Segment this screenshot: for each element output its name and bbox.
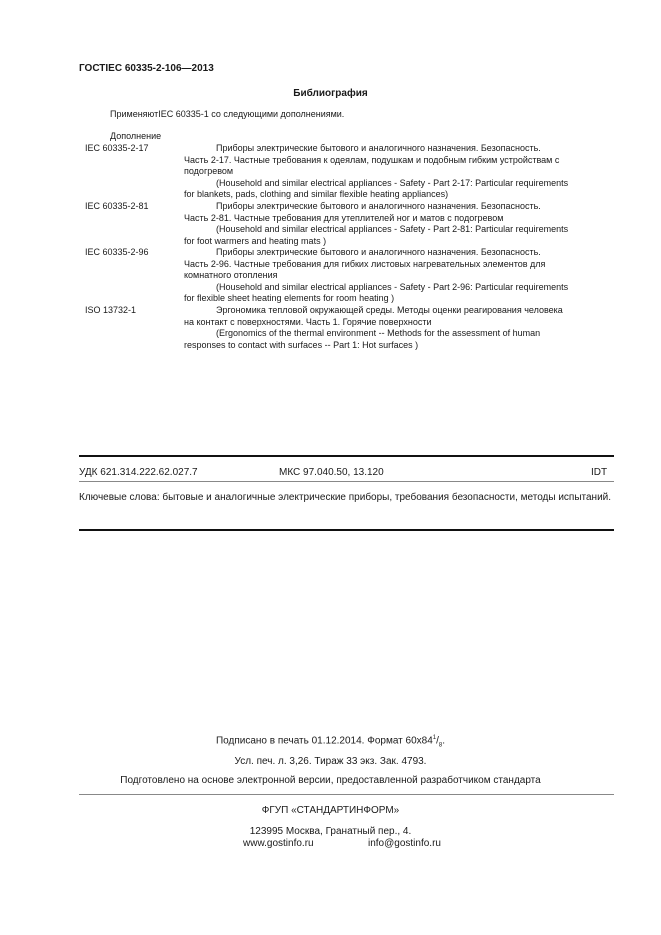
ref-code: ISO 13732-1: [85, 305, 137, 315]
standard-id: ГОСТIEC 60335-2-106—2013: [79, 63, 214, 74]
ref-code: IEC 60335-2-96: [85, 247, 149, 257]
idt-label: IDT: [591, 467, 608, 478]
ref-line: Часть 2-17. Частные требования к одеялам, подушкам и подобным гибким устройствам с: [184, 154, 560, 165]
keywords-text: бытовые и аналогичные электрические приборы, требования безопасности, методы испытаний.: [159, 492, 612, 503]
bibliography-title: Библиография: [293, 88, 368, 99]
udk-code: УДК 621.314.222.62.027.7: [79, 467, 198, 478]
imprint-divider: [79, 794, 614, 795]
addition-label: Дополнение: [110, 131, 162, 141]
signed-prefix: Подписано в печать 01.12.2014. Формат 60х84: [215, 735, 433, 747]
divider-top: [79, 455, 614, 457]
ref-description: [184, 143, 610, 201]
format-numerator: 1: [432, 735, 437, 741]
ref-line: Эргономика тепловой окружающей среды. Методы оценки реагирования человека: [216, 305, 563, 315]
ref-line: Приборы электрические бытового и аналогичного назначения. Безопасность.: [216, 201, 541, 211]
ref-line: for foot warmers and heating mats ): [184, 235, 327, 246]
ref-line: for flexible sheet heating elements for room heating ): [184, 293, 395, 304]
ref-line: (Household and similar electrical appliances - Safety - Part 2-17: Particular requirements: [216, 177, 569, 188]
bibliography-intro: ПрименяютIEC 60335-1 со следующими дополнениями.: [110, 109, 345, 119]
publisher-email[interactable]: info@gostinfo.ru: [368, 838, 441, 849]
format-denominator: 8: [438, 742, 443, 749]
ref-line: Часть 2-81. Частные требования для утеплителей ног и матов с подогревом: [184, 212, 504, 223]
ref-line: Приборы электрические бытового и аналогичного назначения. Безопасность.: [216, 247, 541, 257]
keywords: [79, 491, 614, 505]
keywords-label: Ключевые слова:: [79, 492, 160, 503]
mks-code: МКС 97.040.50, 13.120: [279, 467, 384, 478]
signed-info: Подписано в печать 01.12.2014. Формат $60х84^1/_8$.: [215, 735, 446, 749]
ref-line: на контакт с поверхностями. Часть 1. Горячие поверхности: [184, 316, 432, 327]
ref-line: responses to contact with surfaces -- Part 1: Hot surfaces ): [184, 339, 419, 350]
print-info: Усл. печ. л. 3,26. Тираж 33 экз. Зак. 4793.: [234, 756, 427, 767]
ref-description: [184, 305, 610, 351]
ref-line: (Household and similar electrical appliances - Safety - Part 2-81: Particular requirements: [216, 224, 569, 235]
publisher: ФГУП «СТАНДАРТИНФОРМ»: [261, 805, 400, 816]
ref-description: [184, 247, 610, 305]
divider-mid: [79, 481, 614, 482]
ref-line: for blankets, pads, clothing and similar flexible heating appliances): [184, 189, 449, 200]
ref-code: IEC 60335-2-81: [85, 201, 149, 211]
ref-line: (Ergonomics of the thermal environment -- Methods for the assessment of human: [216, 328, 541, 339]
signed-suffix: .: [442, 735, 446, 747]
ref-description: [184, 201, 610, 247]
ref-line: (Household and similar electrical appliances - Safety - Part 2-96: Particular requirements: [216, 281, 569, 292]
publisher-website[interactable]: www.gostinfo.ru: [243, 838, 314, 849]
ref-code: IEC 60335-2-17: [85, 143, 149, 153]
ref-line: Часть 2-96. Частные требования для гибких листовых нагревательных элементов для: [184, 258, 546, 269]
ref-line: подогревом: [184, 166, 234, 177]
publisher-address: 123995 Москва, Гранатный пер., 4.: [249, 826, 412, 837]
ref-line: Приборы электрические бытового и аналогичного назначения. Безопасность.: [216, 143, 541, 153]
ref-line: комнатного отопления: [184, 270, 278, 281]
prepared-note: Подготовлено на основе электронной версии, предоставленной разработчиком стандарта: [120, 775, 541, 786]
divider-bottom: [79, 529, 614, 531]
